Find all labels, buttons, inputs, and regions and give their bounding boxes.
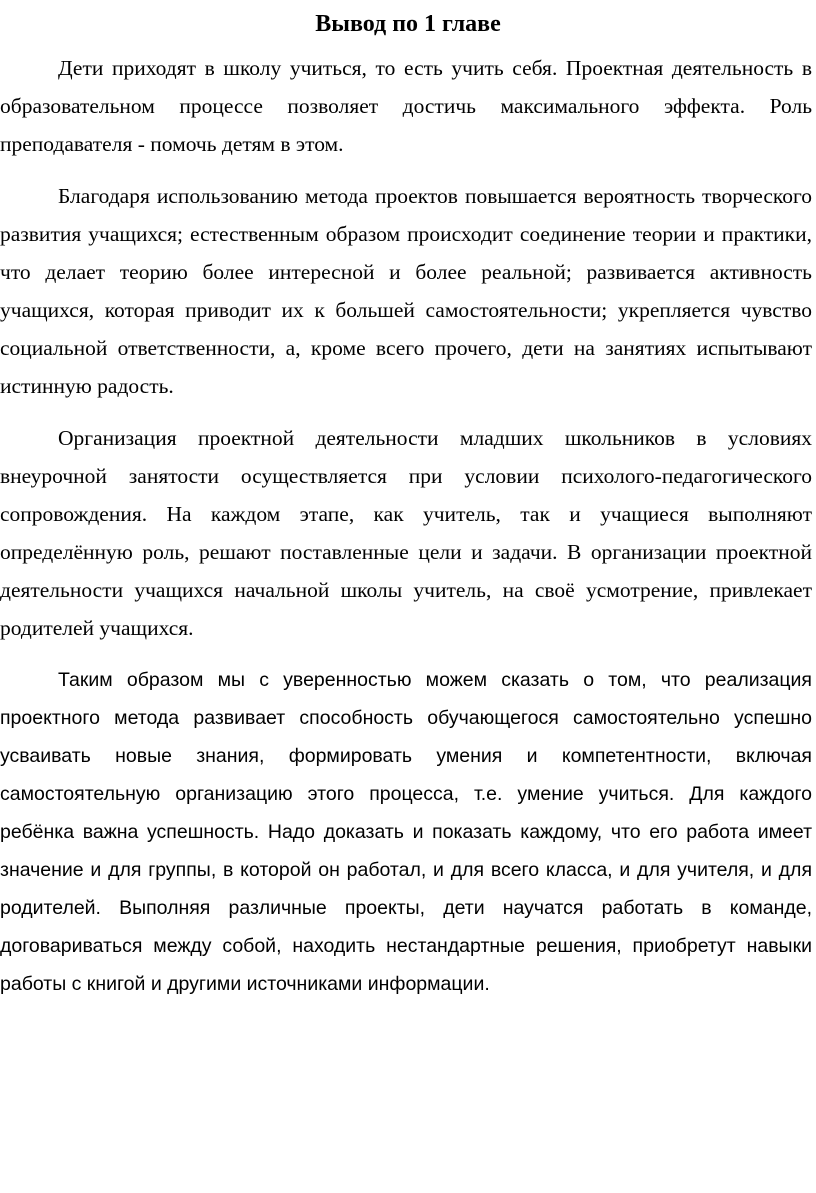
document-body [0, 49, 816, 1003]
paragraph: Организация проектной деятельности младших школьников в условиях внеурочной занятости осуществляется при условии психолого-педагогического сопровождения. На каждом этапе, как учитель, так и учащиеся выполняют определённую роль, решают поставленные цели и задачи. В организации проектной деятельности учащихся начальной школы учитель, на своё усмотрение, привлекает родителей учащихся. [0, 425, 812, 640]
paragraph: Таким образом мы с уверенностью можем сказать о том, что реализация проектного метода развивает способность обучающегося самостоятельно успешно усваивать новые знания, формировать умения и компетентности, включая самостоятельную организацию этого процесса, т.е. умение учиться. Для каждого ребёнка важна успешность. Надо доказать и показать каждому, что его работа имеет значение и для группы, в которой он работал, и для всего класса, и для учителя, и для родителей. Выполняя различные проекты, дети научатся работать в команде, договариваться между собой, находить нестандартные решения, приобретут навыки работы с книгой и другими источниками информации. [0, 668, 812, 995]
paragraph: Благодаря использованию метода проектов повышается вероятность творческого развития учащихся; естественным образом происходит соединение теории и практики, что делает теорию более интересной и более реальной; развивается активность учащихся, которая приводит их к большей самостоятельности; укрепляется чувство социальной ответственности, а, кроме всего прочего, дети на занятиях испытывают истинную радость. [0, 183, 812, 398]
paragraph: Дети приходят в школу учиться, то есть учить себя. Проектная деятельность в образовательном процессе позволяет достичь максимального эффекта. Роль преподавателя - помочь детям в этом. [0, 55, 812, 156]
page-title: Вывод по 1 главе [315, 11, 501, 37]
